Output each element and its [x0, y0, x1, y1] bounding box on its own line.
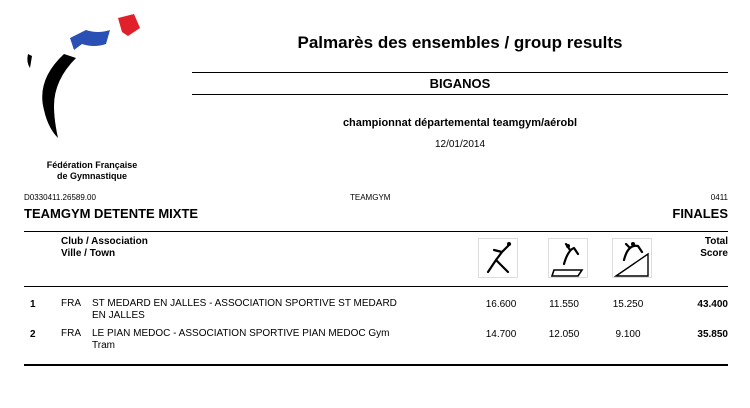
result-score-trampette: 9.100: [615, 329, 641, 340]
total-header-line2: Score: [700, 248, 728, 259]
club-header-line2: Ville / Town: [61, 248, 116, 259]
total-column-header: [700, 236, 728, 260]
category-title: TEAMGYM DETENTE MIXTE: [24, 206, 199, 221]
result-score-tumbling: 11.550: [549, 299, 579, 310]
result-club: [92, 298, 472, 322]
total-header-line1: Total: [704, 236, 728, 247]
divider: [24, 286, 728, 287]
competition-date: 12/01/2014: [434, 139, 486, 150]
event-code: D0330411.26589.00: [24, 193, 96, 202]
result-total: 35.850: [697, 329, 728, 340]
event-number: 0411: [710, 193, 728, 202]
result-rank: 2: [30, 329, 36, 340]
divider: [24, 231, 728, 232]
result-country: FRA: [61, 298, 81, 309]
result-club: [92, 328, 472, 352]
phase-title: FINALES: [672, 206, 728, 221]
page-title: Palmarès des ensembles / group results: [297, 33, 623, 52]
result-club-line2: EN JALLES: [92, 310, 145, 321]
divider: [192, 94, 728, 95]
discipline-label: TEAMGYM: [350, 193, 391, 202]
result-score-trampette: 15.250: [612, 299, 644, 310]
competition-name: championnat départemental teamgym/aérobl: [342, 117, 578, 129]
result-club-line1: LE PIAN MEDOC - ASSOCIATION SPORTIVE PIAN MEDOC Gym: [92, 328, 390, 339]
result-score-tumbling: 12.050: [548, 329, 580, 340]
result-total: 43.400: [697, 299, 728, 310]
venue-name: BIGANOS: [429, 76, 491, 91]
result-score-floor: 14.700: [485, 329, 517, 340]
club-column-header: [61, 236, 148, 260]
floor-acrobatic-icon: [478, 238, 518, 278]
divider: [192, 72, 728, 73]
federation-line1: Fédération Française: [46, 160, 138, 170]
trampette-icon: [612, 238, 652, 278]
tumbling-mat-icon: [548, 238, 588, 278]
result-club-line1: ST MEDARD EN JALLES - ASSOCIATION SPORTIVE ST MEDARD: [92, 298, 397, 309]
federation-name: [22, 160, 162, 182]
result-score-floor: 16.600: [485, 299, 517, 310]
result-country: FRA: [61, 328, 81, 339]
club-header-line1: Club / Association: [61, 236, 148, 247]
result-rank: 1: [30, 299, 36, 310]
result-club-line2: Tram: [92, 340, 115, 351]
federation-line2: de Gymnastique: [56, 171, 128, 181]
table-bottom-rule: [24, 364, 728, 366]
ffgym-logo: [18, 10, 158, 140]
